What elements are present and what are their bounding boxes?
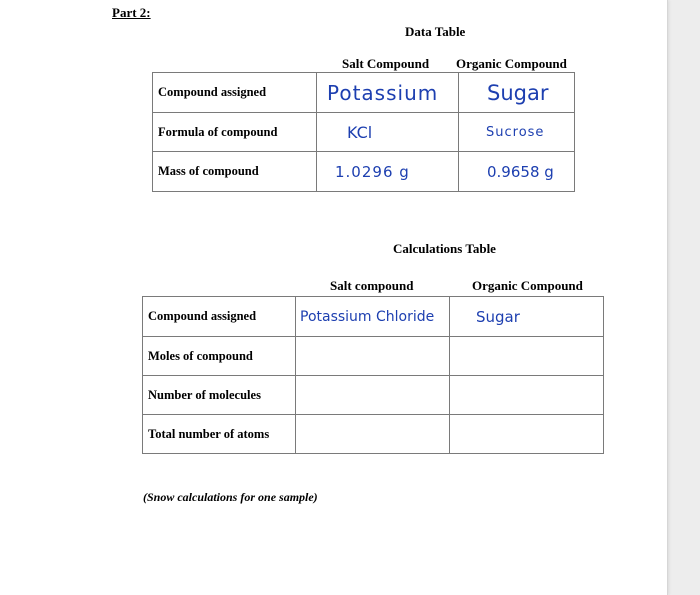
table-row [153, 152, 575, 192]
calc-table-col-salt: Salt compound [330, 278, 414, 293]
calculations-table [142, 296, 604, 454]
row-label: Moles of compound [143, 337, 296, 376]
cell-salt[interactable] [296, 297, 450, 337]
row-label: Formula of compound [153, 113, 317, 152]
cell-salt[interactable] [317, 73, 459, 113]
cell-organic[interactable] [459, 113, 575, 152]
row-label: Compound assigned [143, 297, 296, 337]
cell-organic[interactable] [450, 297, 604, 337]
row-label: Number of molecules [143, 376, 296, 415]
data-table-title: Data Table [405, 24, 466, 39]
table-row [143, 376, 604, 415]
calc-table-col-organic: Organic Compound [472, 278, 583, 293]
handwritten-value: Potassium Chloride [300, 308, 435, 325]
cell-organic[interactable] [459, 73, 575, 113]
handwritten-value: KCl [347, 122, 373, 142]
handwritten-value: Potassium [327, 80, 439, 105]
cell-salt[interactable] [296, 337, 450, 376]
data-table [152, 72, 575, 192]
cell-organic[interactable] [450, 415, 604, 454]
cell-organic[interactable] [450, 337, 604, 376]
cell-salt[interactable] [317, 152, 459, 192]
part-title: Part 2: [112, 5, 151, 20]
table-row [143, 297, 604, 337]
cell-salt[interactable] [296, 376, 450, 415]
table-row [153, 113, 575, 152]
row-label: Total number of atoms [143, 415, 296, 454]
table-row [143, 337, 604, 376]
handwritten-value: Sucrose [486, 124, 545, 140]
cell-organic[interactable] [450, 376, 604, 415]
row-label: Compound assigned [153, 73, 317, 113]
handwritten-value: 0.9658 g [487, 162, 554, 181]
cell-organic[interactable] [459, 152, 575, 192]
calc-table-title: Calculations Table [393, 241, 496, 256]
table-row [153, 73, 575, 113]
data-table-col-salt: Salt Compound [342, 56, 430, 71]
handwritten-value: Sugar [487, 80, 549, 105]
cell-salt[interactable] [296, 415, 450, 454]
row-label: Mass of compound [153, 152, 317, 192]
calculations-note: (Snow calculations for one sample) [143, 490, 318, 504]
data-table-col-organic: Organic Compound [456, 56, 567, 71]
table-row [143, 415, 604, 454]
handwritten-value: Sugar [476, 307, 520, 326]
handwritten-value: 1.0296 g [335, 162, 410, 181]
cell-salt[interactable] [317, 113, 459, 152]
